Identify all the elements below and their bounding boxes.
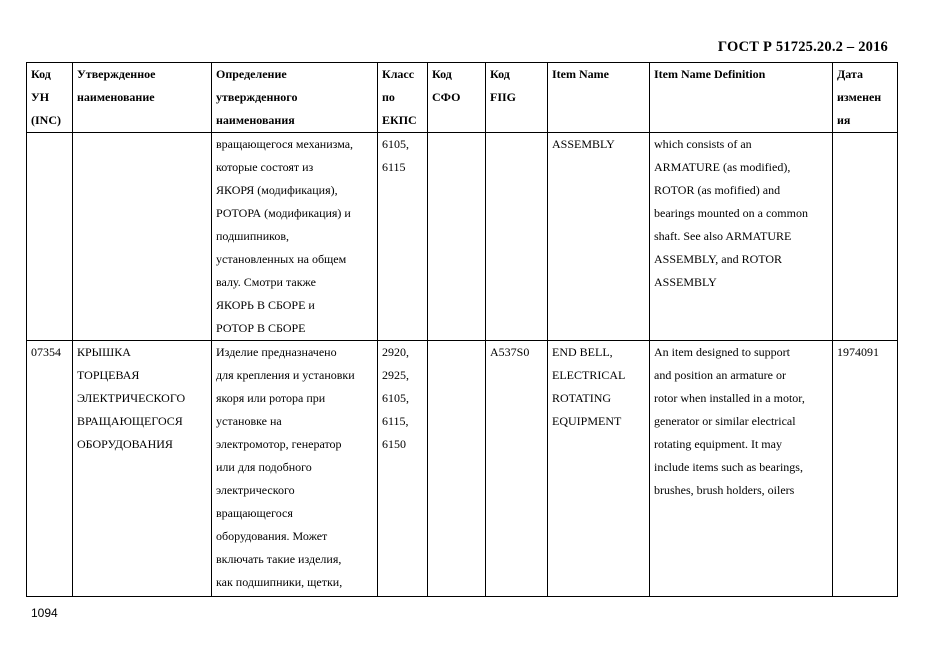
document-standard-header: ГОСТ Р 51725.20.2 – 2016 bbox=[717, 39, 888, 55]
header-name-definition-ru: Определение утвержденного наименования bbox=[212, 63, 378, 133]
header-approved-name: Утвержденное наименование bbox=[73, 63, 212, 133]
cell-name-definition-ru: вращающегося механизма, которые состоят из ЯКОРЯ (модификация), РОТОРА (модификация) и подшипников, установленных на общем валу. Смотри также ЯКОРЬ В СБОРЕ и РОТОР В СБОРЕ bbox=[212, 133, 378, 341]
header-item-name-definition: Item Name Definition bbox=[650, 63, 833, 133]
header-ekps-class: Класс по ЕКПС bbox=[378, 63, 428, 133]
catalog-table bbox=[26, 62, 898, 597]
cell-sfo-code bbox=[428, 133, 486, 341]
cell-inc-code: 07354 bbox=[27, 341, 73, 597]
cell-item-name: ASSEMBLY bbox=[548, 133, 650, 341]
cell-item-name-definition: which consists of an ARMATURE (as modified), ROTOR (as mofified) and bearings mounted on a common shaft. See also ARMATURE ASSEMBLY, and ROTOR ASSEMBLY bbox=[650, 133, 833, 341]
cell-name-definition-ru: Изделие предназначено для крепления и установки якоря или ротора при установке на электромотор, генератор или для подобного электрического вращающегося оборудования. Может включать такие изделия, как подшипники, щетки, bbox=[212, 341, 378, 597]
cell-item-name-definition: An item designed to support and position an armature or rotor when installed in a motor, generator or similar electrical rotating equipment. It may include items such as bearings, brushes, brush holders, oilers bbox=[650, 341, 833, 597]
cell-ekps-class: 6105, 6115 bbox=[378, 133, 428, 341]
cell-change-date: 1974091 bbox=[833, 341, 898, 597]
table-row bbox=[27, 341, 898, 597]
cell-approved-name bbox=[73, 133, 212, 341]
cell-item-name: END BELL, ELECTRICAL ROTATING EQUIPMENT bbox=[548, 341, 650, 597]
table-row bbox=[27, 133, 898, 341]
cell-fiig-code: A537S0 bbox=[486, 341, 548, 597]
cell-approved-name: КРЫШКА ТОРЦЕВАЯ ЭЛЕКТРИЧЕСКОГО ВРАЩАЮЩЕГОСЯ ОБОРУДОВАНИЯ bbox=[73, 341, 212, 597]
cell-change-date bbox=[833, 133, 898, 341]
header-change-date: Дата изменен ия bbox=[833, 63, 898, 133]
table-header-row bbox=[27, 63, 898, 133]
page-number: 1094 bbox=[31, 606, 58, 620]
header-item-name: Item Name bbox=[548, 63, 650, 133]
cell-sfo-code bbox=[428, 341, 486, 597]
header-sfo-code: Код СФО bbox=[428, 63, 486, 133]
cell-inc-code bbox=[27, 133, 73, 341]
cell-fiig-code bbox=[486, 133, 548, 341]
cell-ekps-class: 2920, 2925, 6105, 6115, 6150 bbox=[378, 341, 428, 597]
header-fiig-code: Код FIIG bbox=[486, 63, 548, 133]
header-inc-code: Код УН (INC) bbox=[27, 63, 73, 133]
